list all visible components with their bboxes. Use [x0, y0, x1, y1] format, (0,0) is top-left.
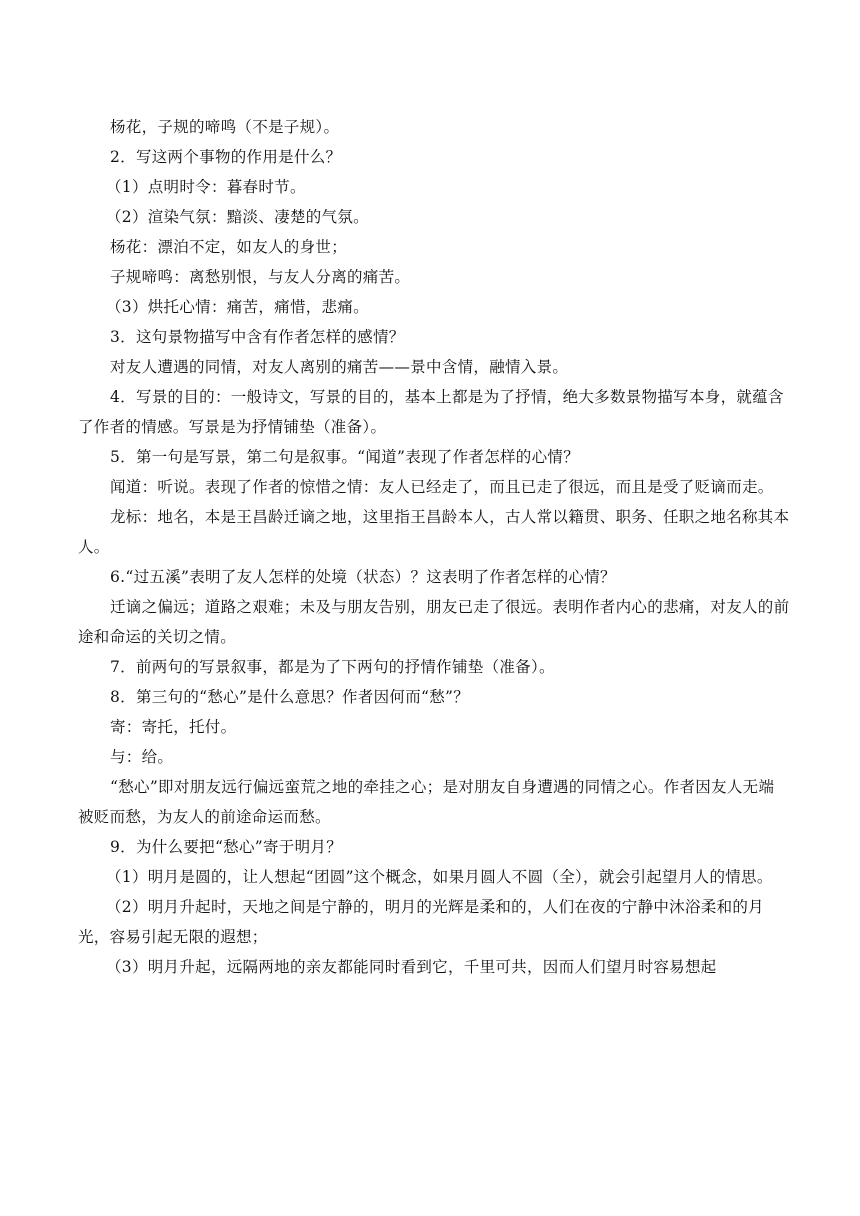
paragraph-22: （1）明月是圆的，让人想起“团圆”这个概念，如果月圆人不圆（全），就会引起望月人的情思。	[106, 868, 773, 886]
paragraph-19: 与：给。	[110, 748, 174, 766]
paragraph-12: 闻道：听说。表现了作者的惊惜之情：友人已经走了，而且已走了很远，而且是受了贬谪而走。	[110, 478, 774, 496]
paragraph-4: （2）渲染气氛：黯淡、凄楚的气氛。	[106, 208, 369, 226]
paragraph-23: （2）明月升起时，天地之间是宁静的，明月的光辉是柔和的，人们在夜的宁静中沐浴柔和的月光，容易引起无限的遐想；	[78, 898, 764, 946]
paragraph-9: 对友人遭遇的同情，对友人离别的痛苦——景中含情，融情入景。	[110, 358, 569, 376]
paragraph-21: 9．为什么要把“愁心”寄于明月？	[110, 838, 343, 856]
paragraph-13: 龙标：地名，本是王昌龄迁谪之地，这里指王昌龄本人，古人常以籍贯、职务、任职之地名称其本人。	[78, 508, 790, 556]
paragraph-17: 8．第三句的“愁心”是什么意思？作者因何而“愁”？	[110, 688, 470, 706]
paragraph-24: （3）明月升起，远隔两地的亲友都能同时看到它，千里可共，因而人们望月时容易想起	[106, 958, 717, 976]
paragraph-11: 5．第一句是写景，第二句是叙事。“闻道”表现了作者怎样的心情？	[110, 448, 580, 466]
paragraph-15: 迁谪之偏远；道路之艰难；未及与朋友告别，朋友已走了很远。表明作者内心的悲痛，对友人的前途和命运的关切之情。	[78, 598, 790, 646]
paragraph-8: 3．这句景物描写中含有作者怎样的感情？	[110, 328, 405, 346]
paragraph-16: 7．前两句的写景叙事，都是为了下两句的抒情作铺垫（准备）。	[110, 658, 555, 676]
paragraph-10: 4．写景的目的：一般诗文，写景的目的，基本上都是为了抒情，绝大多数景物描写本身，就蕴含了作者的情感。写景是为抒情铺垫（准备）。	[78, 388, 784, 436]
paragraph-1: 杨花，子规的啼鸣（不是子规）。	[110, 118, 340, 136]
paragraph-3: （1）点明时令：暮春时节。	[106, 178, 306, 196]
paragraph-5: 杨花：漂泊不定，如友人的身世；	[110, 238, 348, 256]
paragraph-2: 2．写这两个事物的作用是什么？	[110, 148, 342, 166]
document-body	[78, 112, 790, 982]
paragraph-6: 子规啼鸣：离愁别恨，与友人分离的痛苦。	[110, 268, 411, 286]
paragraph-18: 寄：寄托，托付。	[110, 718, 237, 736]
paragraph-14: 6.“过五溪”表明了友人怎样的处境（状态）？这表明了作者怎样的心情？	[110, 568, 616, 586]
paragraph-20: “愁心”即对朋友远行偏远蛮荒之地的牵挂之心；是对朋友自身遭遇的同情之心。作者因友人无端被贬而愁，为友人的前途命运而愁。	[78, 778, 775, 826]
paragraph-7: （3）烘托心情：痛苦，痛惜，悲痛。	[106, 298, 369, 316]
